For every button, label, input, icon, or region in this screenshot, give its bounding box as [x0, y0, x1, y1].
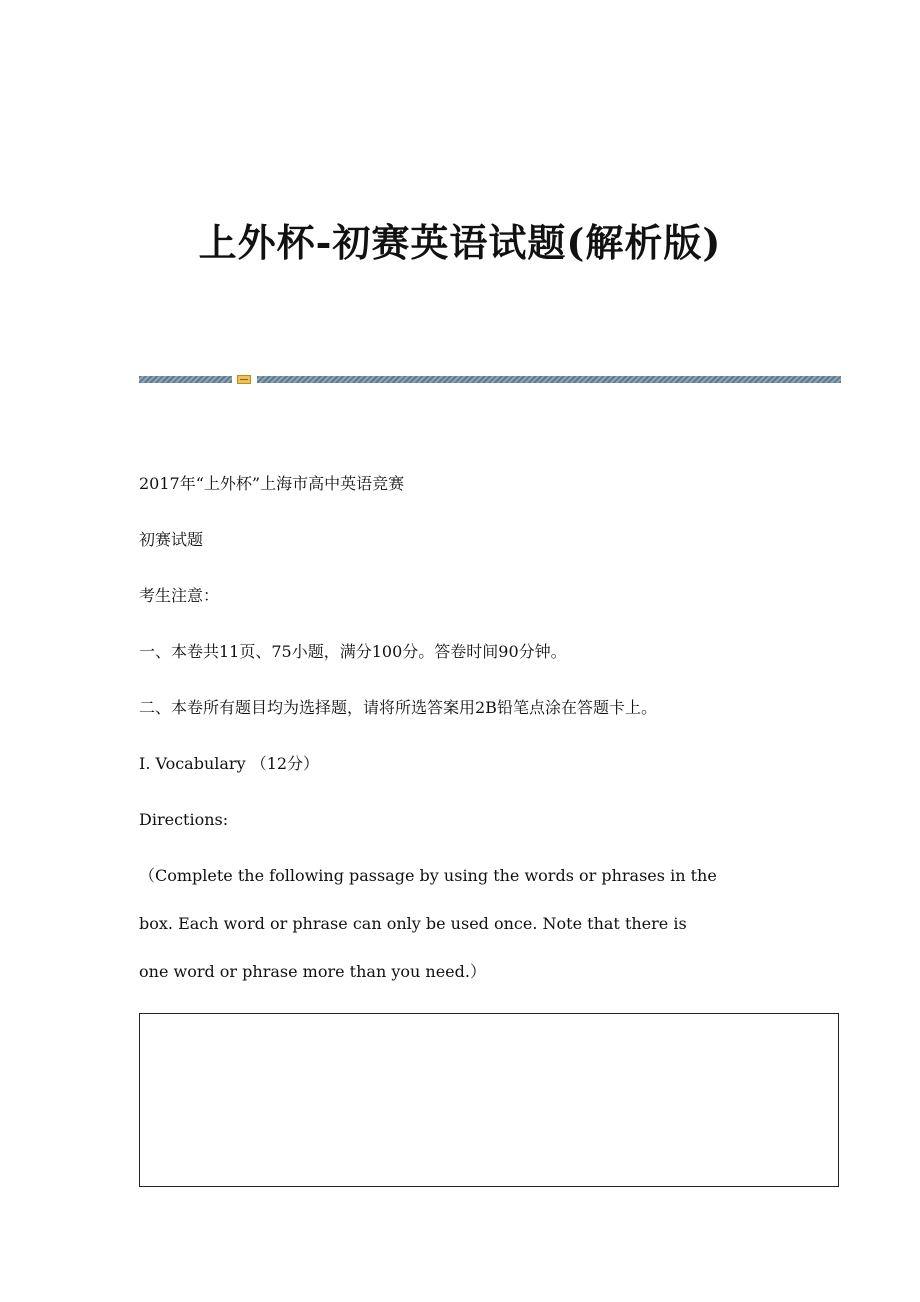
competition-heading: 2017年“上外杯”上海市高中英语竞赛: [139, 474, 405, 493]
word-box: [139, 1013, 839, 1187]
notice-item-2: 二、本卷所有题目均为选择题，请将所选答案用2B铅笔点涂在答题卡上。: [139, 698, 657, 717]
section-heading: I. Vocabulary （12分）: [139, 754, 320, 773]
directions-text-line-2: box. Each word or phrase can only be used once. Note that there is: [139, 914, 687, 933]
divider-emblem-icon: [237, 375, 251, 384]
divider-bar-left: [139, 376, 232, 383]
decorative-divider: [139, 375, 841, 384]
directions-label: Directions:: [139, 810, 229, 829]
directions-text-line-3: one word or phrase more than you need.）: [139, 962, 486, 981]
page-title: 上外杯-初赛英语试题(解析版): [198, 220, 722, 265]
directions-text-line-1: （Complete the following passage by using the words or phrases in the: [139, 866, 717, 885]
divider-bar-right: [257, 376, 841, 383]
notice-heading: 考生注意：: [139, 586, 220, 605]
notice-item-1: 一、本卷共11页、75小题，满分100分。答卷时间90分钟。: [139, 642, 567, 661]
round-heading: 初赛试题: [139, 530, 204, 549]
